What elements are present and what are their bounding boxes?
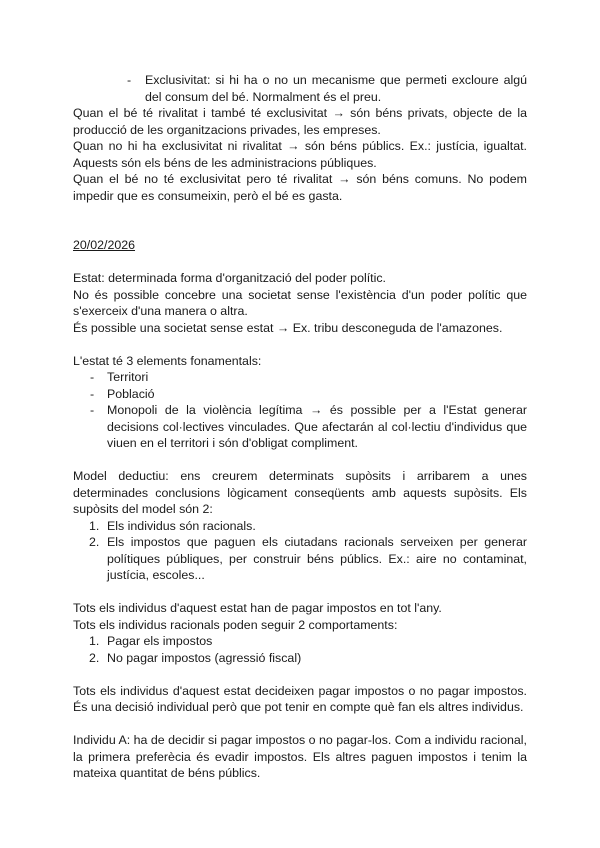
list-number: 1. bbox=[89, 634, 100, 648]
paragraph-bens-privats: Quan el bé té rivalitat i també té exclusivitat → són béns privats, objecte de la producció de les organitzacions privades, les empreses. bbox=[73, 106, 527, 137]
bullet-exclusivitat bbox=[73, 72, 527, 105]
paragraph-estat-poder: No és possible concebre una societat sense l'existència d'un poder polític que s'exerceix d'una manera o altra. bbox=[73, 287, 527, 318]
paragraph-individu-a: Individu A: ha de decidir si pagar impostos o no pagar-los. Com a individu racional, la primera preferècia és evadir impostos. Els altres paguen impostos i tenim la mateixa quantitat de béns públics. bbox=[73, 733, 527, 780]
list-item-poblacio bbox=[73, 386, 527, 403]
paragraph-estat-definicio: Estat: determinada forma d'organització del poder polític. bbox=[73, 271, 386, 285]
bullet-dash: - bbox=[90, 403, 95, 417]
paragraph-decisio: Tots els individus d'aquest estat decideixen pagar impostos o no pagar impostos. És una decisió individual però que pot tenir en compte què fan els altres individus. bbox=[73, 683, 527, 714]
document-body bbox=[73, 72, 527, 782]
list-item-suposit-2 bbox=[73, 534, 527, 584]
bullet-dash: - bbox=[90, 370, 95, 384]
list-item-monopoli bbox=[73, 402, 527, 452]
paragraph-bens-publics: Quan no hi ha exclusivitat ni rivalitat → són béns públics. Ex.: justícia, igualtat. Aquests són els béns de les administracions públiques. bbox=[73, 139, 527, 170]
list-item-text: Monopoli de la violència legítima → és possible per a l'Estat generar decisions col·lectives vinculades. Que afectarán al col·lectiu d'individus que viuen en el territori i són d'obligat compliment. bbox=[107, 403, 527, 450]
date-heading: 20/02/2026 bbox=[73, 238, 136, 252]
bullet-dash: - bbox=[127, 73, 132, 87]
list-item-pagar bbox=[73, 633, 527, 650]
list-number: 2. bbox=[89, 535, 100, 549]
list-item-territori bbox=[73, 369, 527, 386]
list-number: 1. bbox=[89, 518, 100, 533]
list-item-suposit-1 bbox=[73, 518, 527, 535]
list-item-text: No pagar impostos (agressió fiscal) bbox=[107, 650, 302, 665]
list-item-text: Pagar els impostos bbox=[107, 634, 213, 648]
paragraph-impostos-any: Tots els individus d'aquest estat han de pagar impostos en tot l'any. bbox=[73, 601, 442, 615]
list-number: 2. bbox=[89, 650, 100, 665]
list-item-no-pagar bbox=[73, 650, 527, 667]
list-item-text: Població bbox=[107, 386, 155, 401]
list-item-text: Els individus són racionals. bbox=[107, 518, 256, 533]
elements-heading: L'estat té 3 elements fonamentals: bbox=[73, 353, 262, 368]
paragraph-estat-tribu: És possible una societat sense estat → Ex. tribu desconeguda de l'amazones. bbox=[73, 320, 503, 335]
list-item-text: Els impostos que paguen els ciutadans racionals serveixen per generar polítiques públiques, per construir béns públics. Ex.: aire no contaminat, justícia, escoles... bbox=[107, 535, 527, 582]
bullet-text: Exclusivitat: si hi ha o no un mecanisme que permeti excloure algú del consum del bé. Normalment és el preu. bbox=[145, 73, 527, 104]
bullet-dash: - bbox=[90, 386, 95, 401]
paragraph-model-deductiu: Model deductiu: ens creurem determinats supòsits i arribarem a unes determinades conclusions lògicament conseqüents amb aquests supòsits. Els supòsits del model són 2: bbox=[73, 469, 527, 516]
paragraph-comportaments: Tots els individus racionals poden seguir 2 comportaments: bbox=[73, 617, 398, 632]
paragraph-bens-comuns: Quan el bé no té exclusivitat pero té rivalitat → són béns comuns. No podem impedir que es consumeixin, però el bé es gasta. bbox=[73, 172, 527, 203]
list-item-text: Territori bbox=[107, 370, 149, 384]
